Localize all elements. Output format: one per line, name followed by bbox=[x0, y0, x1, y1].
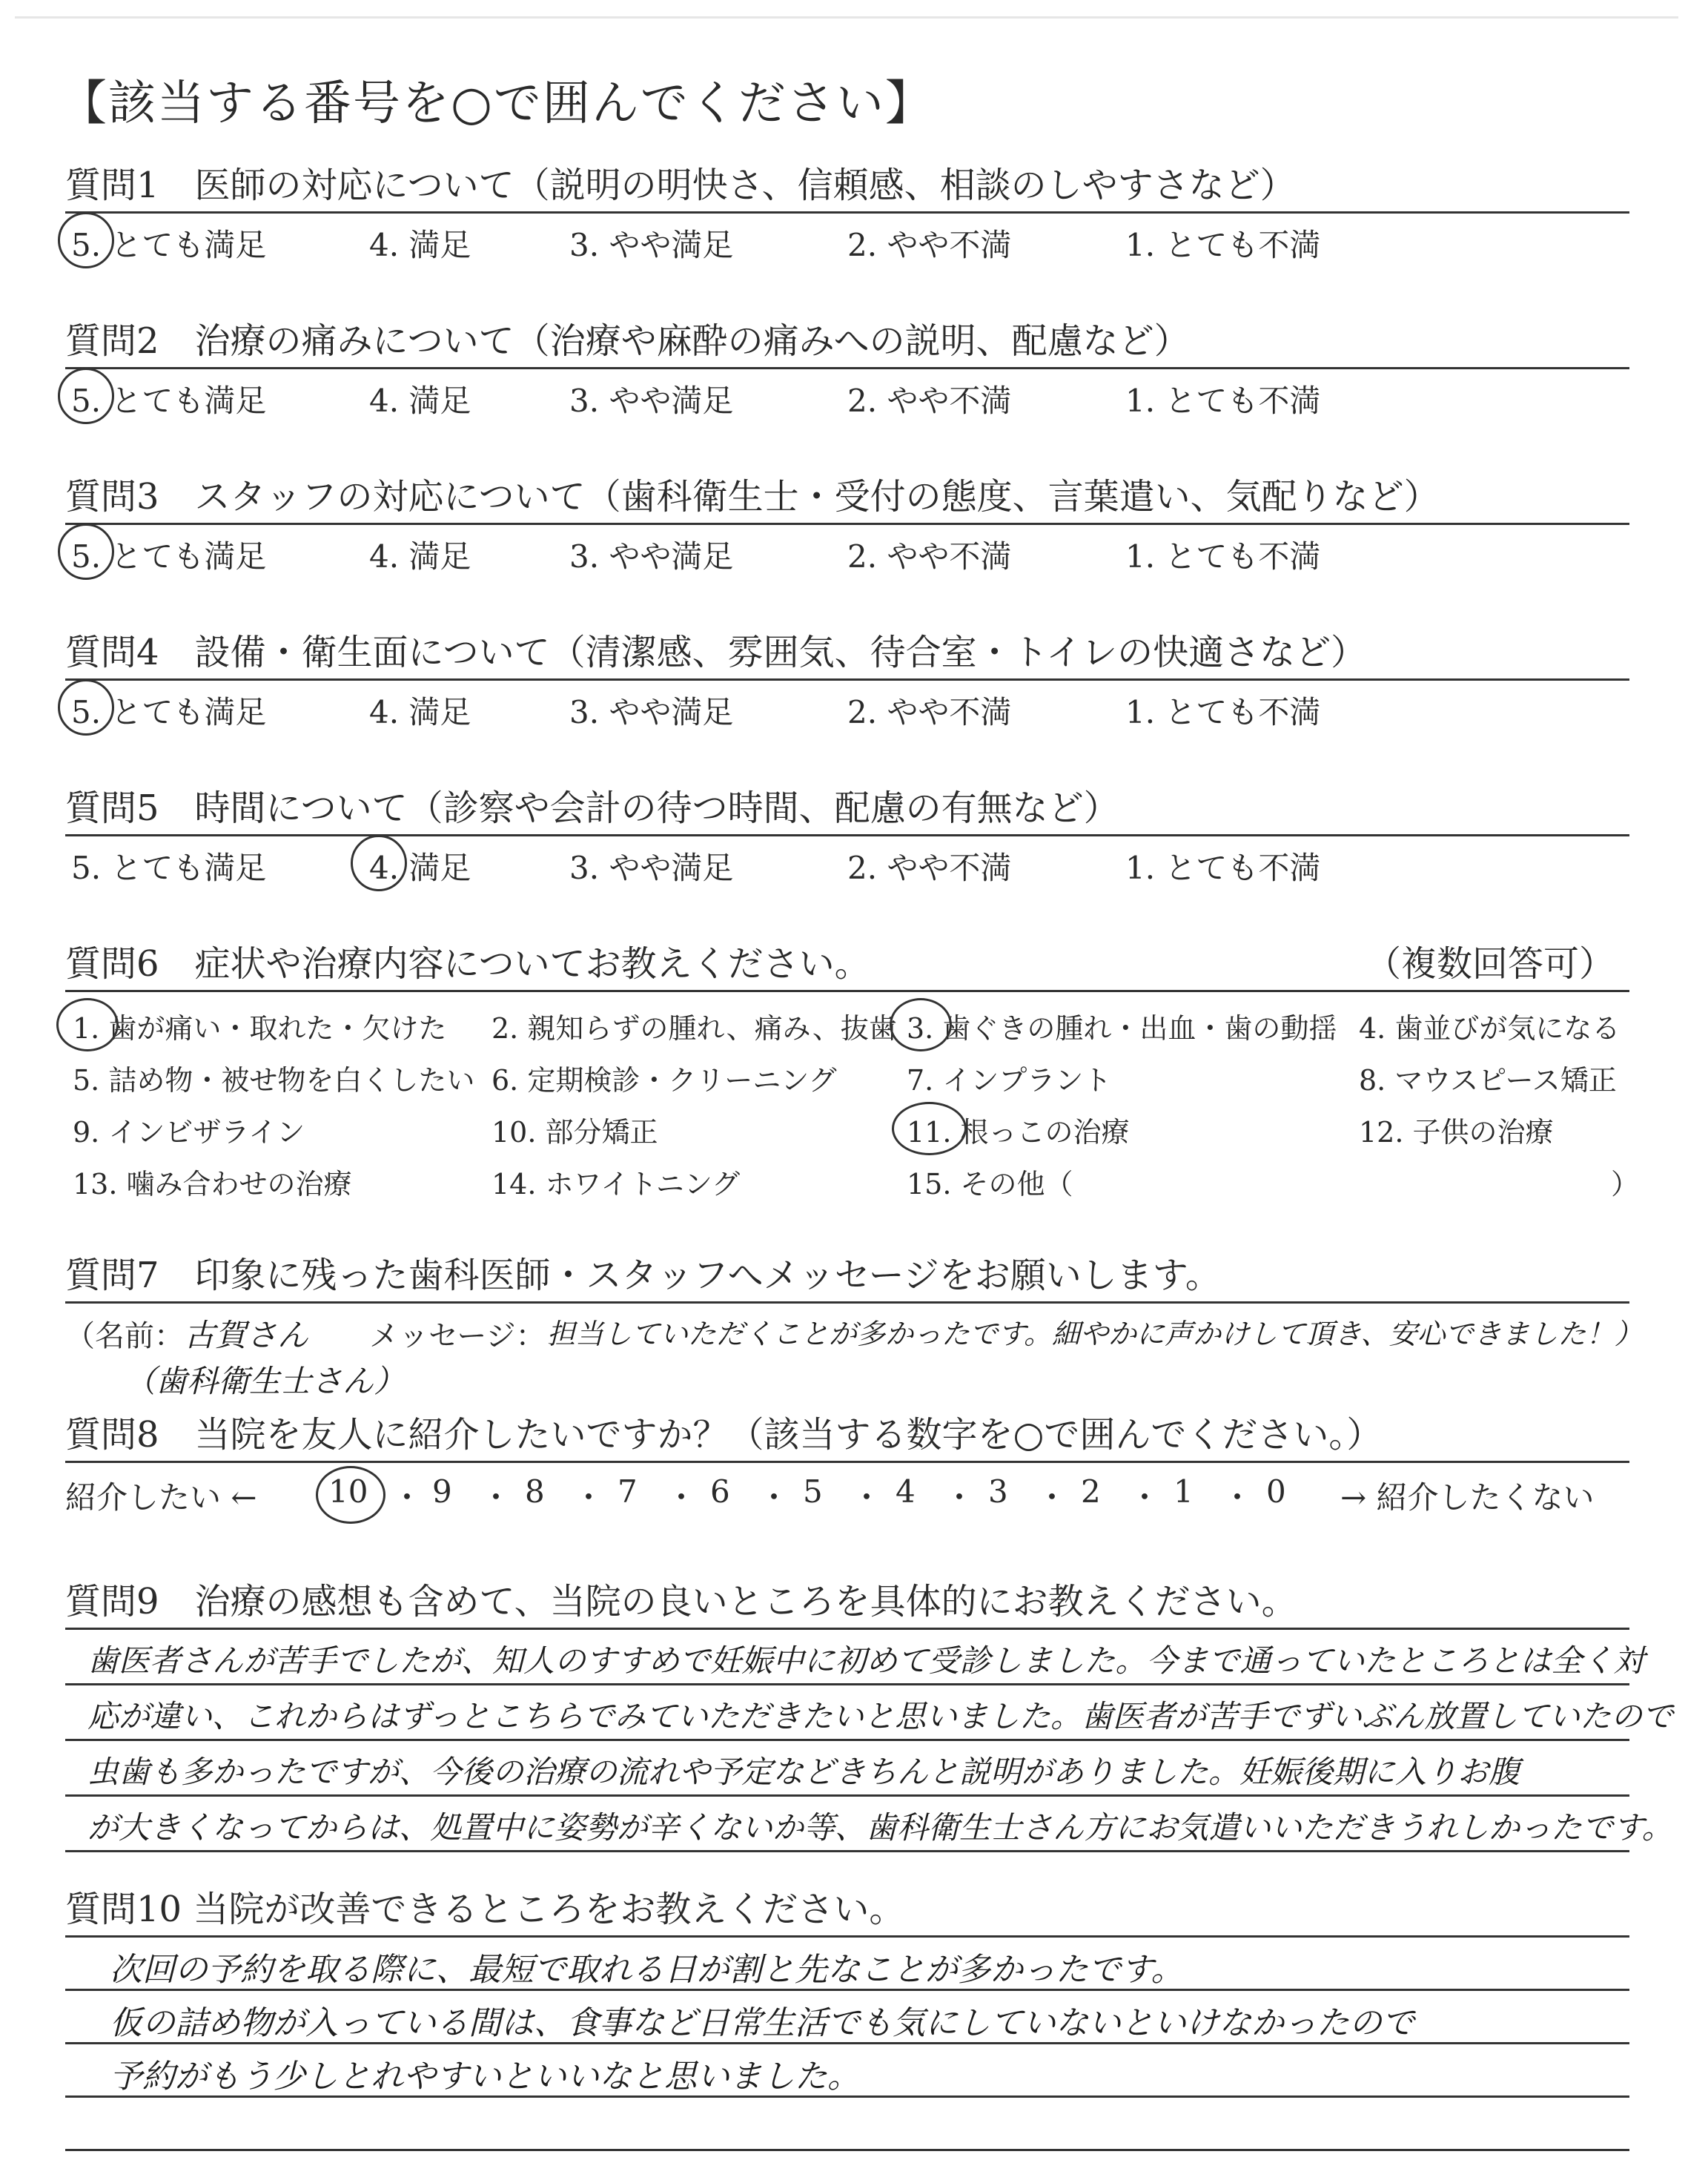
ruled-line bbox=[65, 1628, 1629, 1630]
question-4 bbox=[65, 627, 1629, 734]
q6-option-3[interactable]: 3. 歯ぐきの腫れ・出血・歯の動揺 bbox=[907, 1012, 1337, 1045]
question-4-options bbox=[65, 681, 1629, 734]
question-9-answer[interactable] bbox=[65, 1628, 1674, 1895]
q8-dot: ・ bbox=[758, 1479, 790, 1516]
q6-option-2[interactable]: 2. 親知らずの腫れ、痛み、抜歯 bbox=[491, 1012, 897, 1045]
q1-option-1[interactable]: 1. とても不満 bbox=[1125, 227, 1321, 263]
q4-option-3[interactable]: 3. やや満足 bbox=[569, 694, 734, 730]
q8-dot: ・ bbox=[666, 1479, 698, 1516]
q8-scale-5[interactable]: 5 bbox=[803, 1473, 823, 1510]
question-5 bbox=[65, 782, 1629, 890]
q4-option-4[interactable]: 4. 満足 bbox=[369, 694, 471, 730]
question-10-answer[interactable] bbox=[65, 1935, 1629, 2158]
question-10-label: 質問10 当院が改善できるところをお教えください。 bbox=[65, 1889, 905, 1930]
question-2-options bbox=[65, 369, 1629, 423]
q6-option-12[interactable]: 12. 子供の治療 bbox=[1359, 1116, 1554, 1149]
question-2 bbox=[65, 315, 1629, 423]
q5-option-1[interactable]: 1. とても不満 bbox=[1125, 850, 1321, 886]
q8-scale-1[interactable]: 1 bbox=[1174, 1473, 1194, 1510]
q7-message-label: メッセージ： bbox=[369, 1319, 546, 1353]
q9-line-1: 歯医者さんが苦手でしたが、知人のすすめで妊娠中に初めて受診しました。今まで通っていたところとは全く対 bbox=[87, 1642, 1645, 1679]
question-9 bbox=[65, 1576, 1674, 1895]
q9-line-3: 虫歯も多かったですが、今後の治療の流れや予定などきちんと説明がありました。妊娠後期に入りお腹 bbox=[87, 1754, 1520, 1790]
question-4-label: 質問4 設備・衛生面について（清潔感、雰囲気、待合室・トイレの快適さなど） bbox=[65, 627, 1629, 681]
q3-option-5[interactable]: 5. とても満足 bbox=[71, 538, 267, 575]
question-6-label bbox=[65, 938, 1629, 992]
q4-option-2[interactable]: 2. やや不満 bbox=[847, 694, 1012, 730]
q5-option-3[interactable]: 3. やや満足 bbox=[569, 850, 734, 886]
q8-dot: ・ bbox=[391, 1479, 423, 1516]
question-1-options bbox=[65, 214, 1629, 267]
q8-left-label: 紹介したい ← bbox=[65, 1479, 257, 1516]
q6-other-close-paren: ） bbox=[1611, 1168, 1640, 1200]
top-rule bbox=[15, 16, 1678, 19]
ruled-line bbox=[65, 1935, 1629, 1938]
ruled-line bbox=[65, 1850, 1629, 1852]
question-3 bbox=[65, 471, 1629, 578]
question-7-answer bbox=[65, 1304, 1643, 1400]
question-6-text: 質問6 症状や治療内容についてお教えください。 bbox=[65, 943, 870, 985]
q2-option-4[interactable]: 4. 満足 bbox=[369, 383, 471, 419]
ruled-line bbox=[65, 1683, 1629, 1685]
q5-option-2[interactable]: 2. やや不満 bbox=[847, 850, 1012, 886]
q3-option-4[interactable]: 4. 満足 bbox=[369, 538, 471, 575]
q6-option-7[interactable]: 7. インプラント bbox=[907, 1064, 1112, 1097]
ruled-line bbox=[65, 2149, 1629, 2151]
q6-option-11[interactable]: 11. 根っこの治療 bbox=[907, 1116, 1130, 1149]
q8-dot: ・ bbox=[480, 1479, 512, 1516]
q8-scale-2[interactable]: 2 bbox=[1081, 1473, 1101, 1510]
question-6 bbox=[65, 938, 1640, 1207]
q8-dot: ・ bbox=[1129, 1479, 1161, 1516]
question-8-label: 質問8 当院を友人に紹介したいですか？（該当する数字を○で囲んでください。） bbox=[65, 1409, 1629, 1463]
q6-option-8[interactable]: 8. マウスピース矯正 bbox=[1359, 1064, 1617, 1097]
q1-option-4[interactable]: 4. 満足 bbox=[369, 227, 471, 263]
q7-message-value[interactable]: 担当していただくことが多かったです。細やかに声かけして頂き、安心できました！） bbox=[547, 1318, 1643, 1350]
q8-scale-6[interactable]: 6 bbox=[710, 1473, 730, 1510]
question-7 bbox=[65, 1249, 1643, 1400]
q3-option-1[interactable]: 1. とても不満 bbox=[1125, 538, 1321, 575]
question-7-label: 質問7 印象に残った歯科医師・スタッフへメッセージをお願いします。 bbox=[65, 1249, 1629, 1304]
q8-dot: ・ bbox=[944, 1479, 976, 1516]
q2-option-5[interactable]: 5. とても満足 bbox=[71, 383, 267, 419]
ruled-line bbox=[65, 1794, 1629, 1797]
page-title: 【該当する番号を○で囲んでください】 bbox=[59, 76, 934, 131]
q6-option-1[interactable]: 1. 歯が痛い・取れた・欠けた bbox=[73, 1012, 447, 1045]
question-10 bbox=[65, 1883, 1629, 2158]
q8-dot: ・ bbox=[851, 1479, 883, 1516]
q8-scale-3[interactable]: 3 bbox=[988, 1473, 1008, 1510]
q8-scale-0[interactable]: 0 bbox=[1266, 1473, 1286, 1510]
q7-role-value[interactable]: （歯科衛生士さん） bbox=[125, 1363, 406, 1399]
q9-line-2: 応が違い、これからはずっとこちらでみていただきたいと思いました。歯医者が苦手でずいぶん放置していたので bbox=[87, 1698, 1674, 1734]
q8-scale-9[interactable]: 9 bbox=[432, 1473, 452, 1510]
question-6-note: （複数回答可） bbox=[1365, 943, 1615, 985]
q7-name-value[interactable]: 古賀さん bbox=[184, 1317, 309, 1353]
q6-option-10[interactable]: 10. 部分矯正 bbox=[491, 1116, 658, 1149]
question-8 bbox=[65, 1409, 1629, 1522]
q6-option-13[interactable]: 13. 噛み合わせの治療 bbox=[73, 1168, 352, 1200]
q5-option-4[interactable]: 4. 満足 bbox=[369, 850, 471, 886]
q6-option-14[interactable]: 14. ホワイトニング bbox=[491, 1168, 741, 1200]
q10-line-1: 次回の予約を取る際に、最短で取れる日が割と先なことが多かったです。 bbox=[110, 1951, 1184, 1989]
question-5-label: 質問5 時間について（診察や会計の待つ時間、配慮の有無など） bbox=[65, 782, 1629, 836]
q6-option-15[interactable]: 15. その他（ bbox=[907, 1168, 1073, 1200]
q10-line-2: 仮の詰め物が入っている間は、食事など日常生活でも気にしていないといけなかったので bbox=[110, 2004, 1414, 2042]
q2-option-2[interactable]: 2. やや不満 bbox=[847, 383, 1012, 419]
q5-option-5[interactable]: 5. とても満足 bbox=[71, 850, 267, 886]
question-8-scale bbox=[65, 1463, 1629, 1522]
q1-option-5[interactable]: 5. とても満足 bbox=[71, 227, 267, 263]
q8-dot: ・ bbox=[573, 1479, 605, 1516]
q9-line-4: が大きくなってからは、処置中に姿勢が辛くないか等、歯科衛生士さん方にお気遣いいただきうれしかったです。 bbox=[87, 1809, 1673, 1846]
q7-name-label: （名前： bbox=[65, 1319, 184, 1353]
q8-scale-8[interactable]: 8 bbox=[525, 1473, 545, 1510]
q3-option-3[interactable]: 3. やや満足 bbox=[569, 538, 734, 575]
q8-scale-10[interactable]: 10 bbox=[328, 1473, 368, 1510]
question-9-label: 質問9 治療の感想も含めて、当院の良いところを具体的にお教えください。 bbox=[65, 1581, 1297, 1622]
q2-option-1[interactable]: 1. とても不満 bbox=[1125, 383, 1321, 419]
q3-option-2[interactable]: 2. やや不満 bbox=[847, 538, 1012, 575]
question-3-label: 質問3 スタッフの対応について（歯科衛生士・受付の態度、言葉遣い、気配りなど） bbox=[65, 471, 1629, 525]
question-1-label: 質問1 医師の対応について（説明の明快さ、信頼感、相談のしやすさなど） bbox=[65, 159, 1629, 214]
q8-dot: ・ bbox=[1036, 1479, 1068, 1516]
q6-option-6[interactable]: 6. 定期検診・クリーニング bbox=[491, 1064, 837, 1097]
q6-option-4[interactable]: 4. 歯並びが気になる bbox=[1359, 1012, 1621, 1045]
q4-option-1[interactable]: 1. とても不満 bbox=[1125, 694, 1321, 730]
q1-option-2[interactable]: 2. やや不満 bbox=[847, 227, 1012, 263]
question-2-label: 質問2 治療の痛みについて（治療や麻酔の痛みへの説明、配慮など） bbox=[65, 315, 1629, 369]
q10-line-3: 予約がもう少しとれやすいといいなと思いました。 bbox=[110, 2058, 860, 2095]
q8-dot: ・ bbox=[1222, 1479, 1254, 1516]
q1-option-3[interactable]: 3. やや満足 bbox=[569, 227, 734, 263]
q4-option-5[interactable]: 5. とても満足 bbox=[71, 694, 267, 730]
ruled-line bbox=[65, 1739, 1629, 1741]
question-1 bbox=[65, 159, 1629, 267]
q2-option-3[interactable]: 3. やや満足 bbox=[569, 383, 734, 419]
q8-scale-7[interactable]: 7 bbox=[618, 1473, 638, 1510]
q8-scale-4[interactable]: 4 bbox=[896, 1473, 916, 1510]
q6-option-9[interactable]: 9. インビザライン bbox=[73, 1116, 305, 1149]
question-6-options bbox=[65, 992, 1640, 1207]
q8-right-label: → 紹介したくない bbox=[1340, 1479, 1595, 1516]
question-3-options bbox=[65, 525, 1629, 578]
q6-option-5[interactable]: 5. 詰め物・被せ物を白くしたい bbox=[73, 1064, 475, 1097]
question-5-options bbox=[65, 836, 1629, 890]
